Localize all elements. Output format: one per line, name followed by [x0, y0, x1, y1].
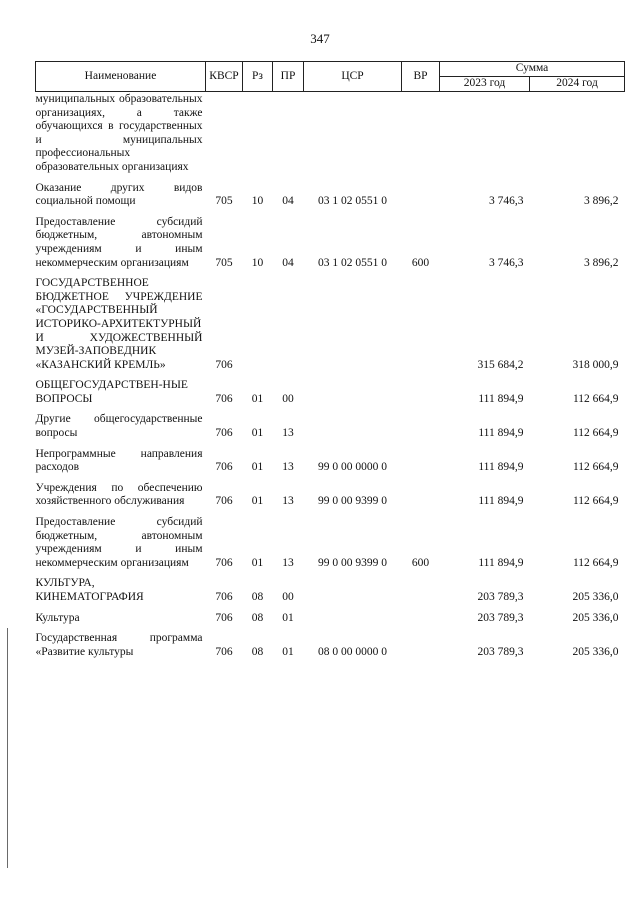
table-row	[36, 605, 625, 626]
cell-rz: 01	[251, 556, 264, 569]
row-name-text: Оказание других видов социальной помощи	[35, 181, 203, 208]
cell-name	[36, 175, 206, 209]
cell-sum-2024: 3 896,2	[584, 256, 619, 269]
table-row	[36, 92, 625, 175]
table-row	[36, 570, 625, 604]
cell-vr	[402, 625, 440, 659]
cell-vr	[402, 605, 440, 626]
table-row	[36, 175, 625, 209]
cell-sum-2024: 318 000,9	[572, 358, 619, 371]
cell-sum-2024: 3 896,2	[584, 195, 619, 208]
row-name-text: Предоставление субсидий бюджетным, автономным учреждениям и иным некоммерческим организациям	[35, 215, 203, 269]
cell-sum-2024: 112 664,9	[572, 427, 619, 440]
cell-name	[36, 92, 206, 175]
cell-sum-2023: 3 746,3	[489, 195, 524, 208]
cell-name	[36, 441, 206, 475]
cell-rz: 01	[251, 495, 264, 508]
cell-name	[36, 509, 206, 570]
header-name: Наименование	[36, 62, 206, 92]
cell-pr	[273, 92, 304, 175]
cell-vr	[402, 372, 440, 406]
cell-rz: 10	[251, 195, 264, 208]
cell-rz: 01	[251, 461, 264, 474]
cell-sum-2023: 203 789,3	[477, 611, 524, 624]
cell-pr: 13	[282, 556, 294, 569]
cell-pr: 04	[282, 256, 294, 269]
header-year-2023: 2023 год	[440, 77, 530, 92]
table-row	[36, 372, 625, 406]
cell-rz: 08	[251, 611, 264, 624]
cell-kvsr	[206, 92, 243, 175]
cell-sum-2024: 112 664,9	[572, 556, 619, 569]
table-row	[36, 625, 625, 659]
cell-sum-2024: 112 664,9	[572, 461, 619, 474]
cell-name	[36, 605, 206, 626]
table-row	[36, 509, 625, 570]
cell-csr	[304, 605, 402, 626]
cell-name	[36, 625, 206, 659]
table-row	[36, 270, 625, 372]
row-name-text: Предоставление субсидий бюджетным, автономным учреждениям и иным некоммерческим организациям	[35, 516, 203, 569]
row-name-text: Непрограммные направления расходов	[35, 447, 203, 474]
cell-vr	[402, 270, 440, 372]
cell-kvsr: 706	[215, 495, 233, 508]
cell-rz	[243, 92, 273, 175]
cell-sum-2023: 111 894,9	[478, 427, 524, 440]
cell-name	[36, 270, 206, 372]
cell-rz	[243, 270, 273, 372]
cell-vr	[402, 475, 440, 509]
cell-sum-2024: 112 664,9	[572, 392, 619, 405]
cell-sum-2023	[440, 92, 530, 175]
cell-sum-2023: 111 894,9	[478, 495, 524, 508]
cell-csr	[304, 570, 402, 604]
cell-vr	[402, 441, 440, 475]
cell-csr: 99 0 00 9399 0	[318, 556, 387, 569]
cell-kvsr: 706	[215, 591, 233, 603]
cell-vr	[402, 175, 440, 209]
cell-csr: 99 0 00 0000 0	[318, 461, 387, 474]
cell-csr: 08 0 00 0000 0	[318, 645, 387, 658]
table-body	[36, 92, 625, 660]
cell-csr	[304, 406, 402, 440]
table-row	[36, 475, 625, 509]
cell-rz: 01	[251, 392, 264, 405]
cell-kvsr: 705	[215, 195, 233, 208]
row-name-text: Культура	[35, 611, 80, 624]
cell-vr	[402, 570, 440, 604]
row-name-text: ГОСУДАРСТВЕННОЕ БЮДЖЕТНОЕ УЧРЕЖДЕНИЕ «ГОСУДАРСТВЕННЫЙ ИСТОРИКО-АРХИТЕКТУРНЫЙ И ХУДОЖЕСТВЕННЫЙ МУЗЕЙ-ЗАПОВЕДНИК «КАЗАНСКИЙ КРЕМЛЬ»	[35, 277, 203, 371]
cell-kvsr: 706	[215, 392, 233, 405]
cell-sum-2023: 315 684,2	[477, 358, 524, 371]
cell-csr: 03 1 02 0551 0	[318, 256, 387, 269]
cell-csr: 99 0 00 9399 0	[318, 495, 387, 508]
cell-pr	[273, 270, 304, 372]
cell-sum-2024: 205 336,0	[572, 611, 619, 624]
table-row	[36, 209, 625, 270]
cell-vr: 600	[411, 556, 430, 569]
scan-edge-line	[7, 628, 8, 868]
cell-csr	[304, 372, 402, 406]
row-name-text: КУЛЬТУРА, КИНЕМАТОГРАФИЯ	[35, 577, 144, 603]
cell-pr: 01	[282, 645, 294, 658]
cell-name	[36, 475, 206, 509]
cell-csr	[304, 92, 402, 175]
cell-kvsr: 706	[215, 556, 233, 569]
cell-sum-2024: 205 336,0	[572, 591, 619, 603]
cell-name	[36, 570, 206, 604]
cell-sum-2023: 3 746,3	[489, 256, 524, 269]
header-rz: Рз	[243, 62, 273, 92]
cell-rz: 08	[251, 645, 264, 658]
cell-rz: 08	[251, 591, 264, 603]
cell-sum-2023: 111 894,9	[478, 461, 524, 474]
cell-sum-2024: 205 336,0	[572, 645, 619, 658]
cell-sum-2023: 203 789,3	[477, 645, 524, 658]
row-name-text: муниципальных образовательных организациях, а также обучающихся в государственных и муниципальных профессиональных образовательных организациях	[35, 93, 203, 173]
cell-kvsr: 706	[215, 461, 233, 474]
cell-vr: 600	[411, 256, 430, 269]
cell-pr: 00	[282, 591, 294, 603]
row-name-text: ОБЩЕГОСУДАРСТВЕН-НЫЕ ВОПРОСЫ	[35, 379, 188, 405]
page-number: 347	[310, 31, 330, 46]
header-kvsr: КВСР	[206, 62, 243, 92]
row-name-text: Другие общегосударственные вопросы	[35, 413, 203, 440]
table-row	[36, 441, 625, 475]
cell-sum-2023: 111 894,9	[478, 392, 524, 405]
cell-pr: 01	[282, 611, 294, 624]
cell-csr	[304, 270, 402, 372]
header-pr: ПР	[273, 62, 304, 92]
cell-name	[36, 372, 206, 406]
cell-pr: 00	[282, 392, 294, 405]
cell-pr: 13	[282, 461, 294, 474]
header-sum: Сумма	[440, 62, 625, 77]
header-year-2024: 2024 год	[530, 77, 625, 92]
cell-name	[36, 406, 206, 440]
cell-kvsr: 706	[215, 427, 233, 440]
cell-csr: 03 1 02 0551 0	[318, 195, 387, 208]
cell-pr: 13	[282, 495, 294, 508]
table-row	[36, 406, 625, 440]
budget-table	[35, 61, 625, 659]
cell-sum-2024: 112 664,9	[572, 495, 619, 508]
row-name-text: Учреждения по обеспечению хозяйственного обслуживания	[35, 481, 203, 508]
row-name-text: Государственная программа «Развитие культуры	[35, 632, 203, 658]
cell-pr: 13	[282, 427, 294, 440]
cell-kvsr: 706	[215, 645, 233, 658]
cell-pr: 04	[282, 195, 294, 208]
cell-vr	[402, 92, 440, 175]
header-csr: ЦСР	[304, 62, 402, 92]
cell-kvsr: 705	[215, 256, 233, 269]
cell-vr	[402, 406, 440, 440]
cell-kvsr: 706	[215, 611, 233, 624]
header-vr: ВР	[402, 62, 440, 92]
cell-rz: 01	[251, 427, 264, 440]
cell-sum-2024	[530, 92, 625, 175]
cell-sum-2023: 203 789,3	[477, 591, 524, 603]
cell-kvsr: 706	[215, 358, 233, 371]
cell-sum-2023: 111 894,9	[478, 556, 524, 569]
cell-name	[36, 209, 206, 270]
cell-rz: 10	[251, 256, 264, 269]
